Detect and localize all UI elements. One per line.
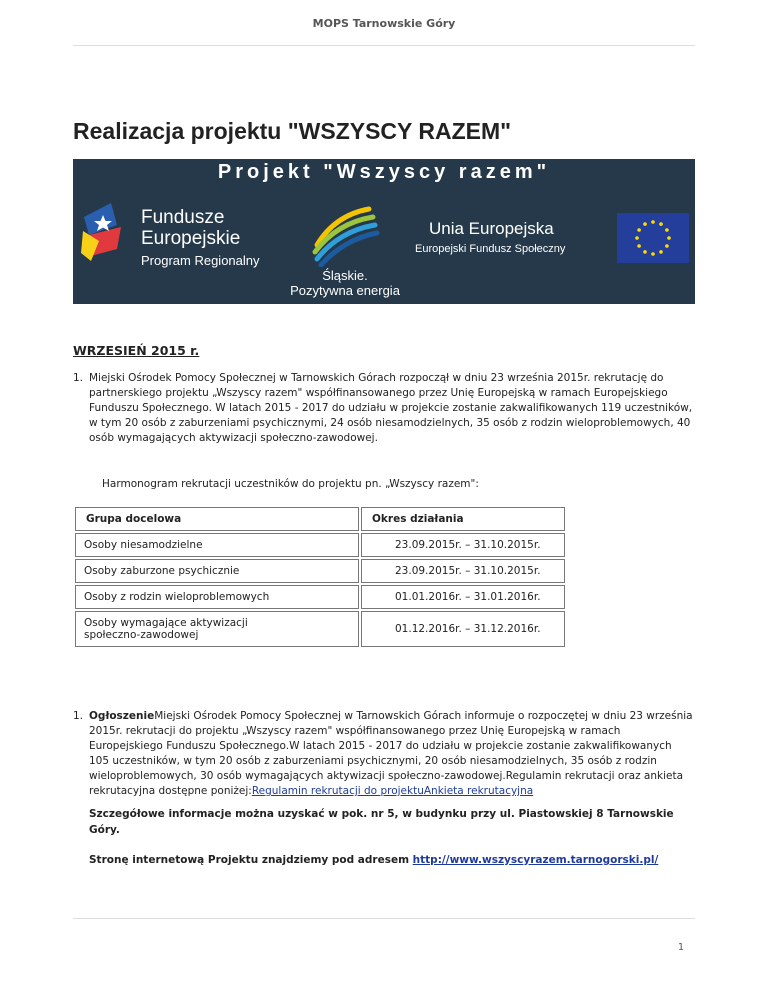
table-row — [75, 533, 565, 557]
table-cell: 01.01.2016r. – 31.01.2016r. — [361, 585, 565, 609]
table-header-cell: Okres działania — [361, 507, 565, 531]
list-number: 1. — [73, 372, 84, 384]
fundusze-europejskie-text: Fundusze Europejskie Program Regionalny — [141, 207, 260, 268]
slaskie-text: Śląskie. Pozytywna energia — [290, 268, 400, 298]
page-title: Realizacja projektu "WSZYSCY RAZEM" — [73, 118, 512, 144]
site-title: MOPS Tarnowskie Góry — [312, 17, 456, 30]
table-row — [75, 585, 565, 609]
fundusze-europejskie-logo-icon — [81, 201, 125, 263]
project-banner — [73, 159, 695, 304]
list-number: 1. — [73, 710, 84, 722]
section-heading: WRZESIEŃ 2015 r. — [73, 343, 200, 358]
ankieta-link[interactable]: Ankieta rekrutacyjna — [423, 785, 534, 797]
list-item — [73, 371, 693, 446]
regulamin-link[interactable]: Regulamin rekrutacji do projektu — [251, 785, 424, 797]
harmonogram-caption: Harmonogram rekrutacji uczestników do projektu pn. „Wszyscy razem": — [102, 478, 479, 490]
table-header-row — [75, 507, 565, 531]
announcement-label: Ogłoszenie — [89, 710, 155, 722]
list-item-text: Miejski Ośrodek Pomocy Społecznej w Tarnowskich Górach rozpoczął w dniu 23 września 2015r. rekrutację do partnerskiego projektu „Wszyscy razem" współfinansowanego przez Unię Europejską w ramach Europejskiego Funduszu Społecznego. W latach 2015 - 2017 do udziału w projekcie zostanie zakwalifikowanych 119 uczestników, w tym 20 osób z zaburzeniami psychicznymi, 24 osób niesamodzielnych, 35 osób z rodzin wieloproblemowych, 40 osób wymagających aktywizacji społeczno-zawodowej. — [89, 372, 693, 444]
table-cell: Osoby niesamodzielne — [75, 533, 359, 557]
slaskie-logo-icon — [311, 205, 381, 267]
table-cell: 23.09.2015r. – 31.10.2015r. — [361, 559, 565, 583]
banner-title: Projekt "Wszyscy razem" — [217, 161, 551, 183]
eu-flag-icon — [617, 213, 689, 263]
list-item-text — [89, 709, 693, 799]
table-row — [75, 559, 565, 583]
table-cell: Osoby zaburzone psychicznie — [75, 559, 359, 583]
announcement-text: Miejski Ośrodek Pomocy Społecznej w Tarnowskich Górach informuje o rozpoczętej w dniu 23 września 2015r. rekrutacji do projektu „Wszyscy razem" współfinansowanego przez Unię Europejską w ramach Europejskiego Funduszu Społecznego.W latach 2015 - 2017 do udziału w projekcie zostanie zakwalifikowanych 105 uczestników, w tym 20 osób z zaburzeniami psychicznymi, 20 osób niesamodzielnych, 35 osób z rodzin wieloproblemowych, 30 osób wymagających aktywizacji społeczno-zawodowej.Regulamin rekrutacji oraz ankieta rekrutacyjna dostępne poniżej: — [89, 710, 693, 797]
table-header-cell: Grupa docelowa — [75, 507, 359, 531]
info-paragraph: Szczegółowe informacje można uzyskać w pok. nr 5, w budynku przy ul. Piastowskiej 8 Tarnowskie Góry. — [89, 808, 674, 836]
footer-divider — [73, 918, 695, 919]
table-cell: Osoby z rodzin wieloproblemowych — [75, 585, 359, 609]
list-item — [73, 709, 693, 799]
table-cell: 01.12.2016r. – 31.12.2016r. — [361, 611, 565, 647]
ue-title: Unia Europejska — [429, 219, 554, 238]
project-website-link[interactable]: http://www.wszyscyrazem.tarnogorski.pl/ — [412, 854, 659, 866]
header-divider — [73, 45, 695, 46]
table-cell: 23.09.2015r. – 31.10.2015r. — [361, 533, 565, 557]
recruitment-table — [73, 505, 567, 649]
website-label: Stronę internetową Projektu znajdziemy pod adresem — [89, 854, 410, 866]
ue-subtitle: Europejski Fundusz Społeczny — [415, 243, 566, 255]
website-paragraph — [89, 852, 689, 868]
page-number: 1 — [677, 942, 684, 953]
table-row — [75, 611, 565, 647]
table-cell: Osoby wymagające aktywizacji społeczno-zawodowej — [75, 611, 359, 647]
